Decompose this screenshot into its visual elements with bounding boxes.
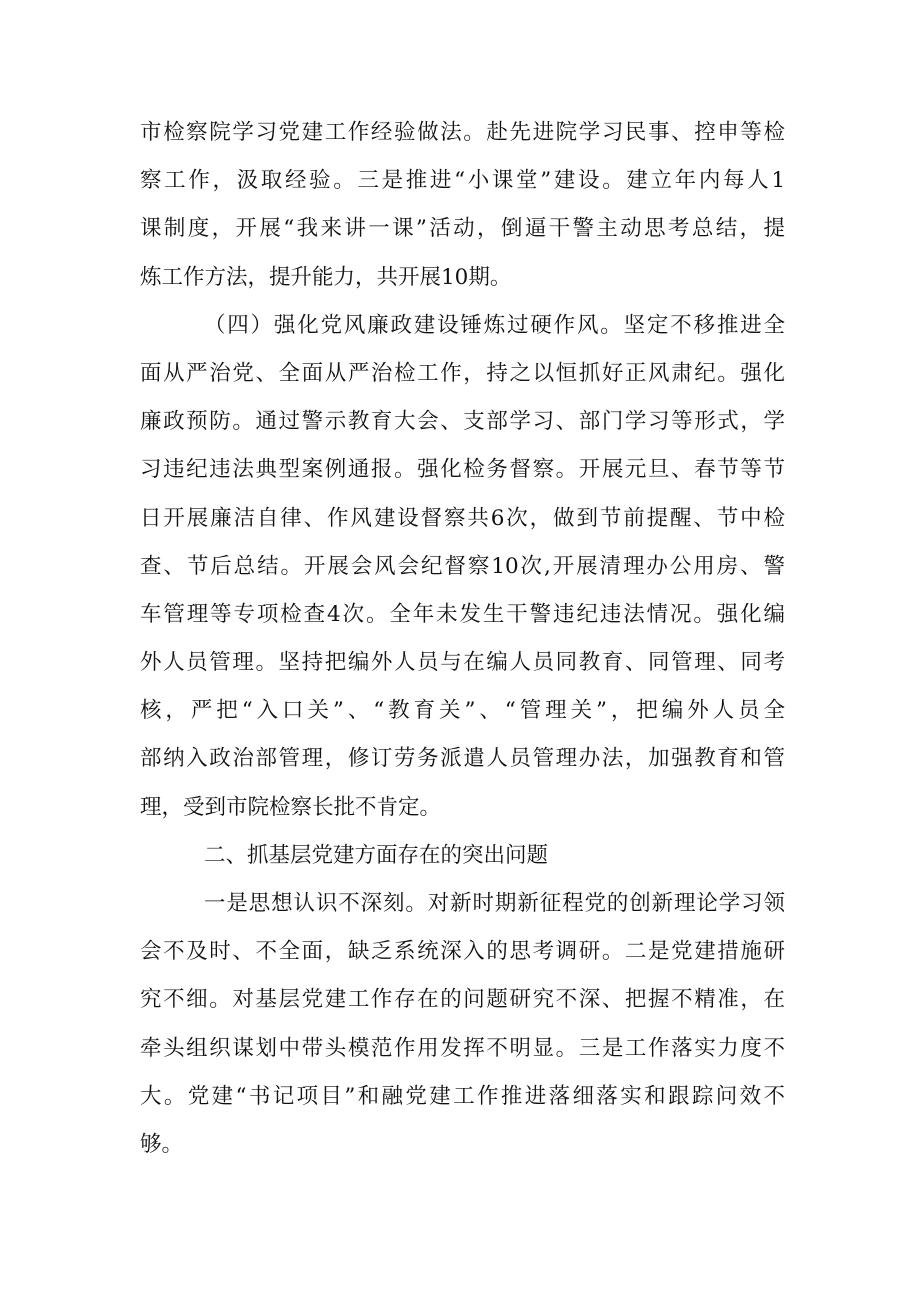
text-line: 课制度，开展“我来讲一课”活动，倒逼干警主动思考总结，提 (140, 216, 785, 242)
text-line: 市检察院学习党建工作经验做法。赴先进院学习民事、控申等检 (140, 120, 785, 145)
text-line: 车管理等专项检查4次。全年未发生干警违纪违法情况。强化编 (140, 601, 785, 627)
text-line: 大。党建“书记项目”和融党建工作推进落细落实和跟踪问效不 (140, 1083, 785, 1109)
text-line: 查、节后总结。开展会风会纪督察10次,开展清理办公用房、警 (140, 553, 785, 579)
text-line: 一是思想认识不深刻。对新时期新征程党的创新理论学习领 (204, 891, 785, 916)
text-line: 究不细。对基层党建工作存在的问题研究不深、把握不精准，在 (140, 987, 785, 1013)
section-heading-4: （四）强化党风廉政建设锤炼过硬作风。坚定不移推进全 (204, 312, 785, 338)
document-page (140, 109, 785, 1169)
text-line: 炼工作方法，提升能力，共开展10期。 (140, 264, 512, 290)
text-line: 理，受到市院检察长批不肯定。 (140, 794, 442, 820)
text-line: 牵头组织谋划中带头模范作用发挥不明显。三是工作落实力度不 (140, 1035, 785, 1061)
text-line: 廉政预防。通过警示教育大会、支部学习、部门学习等形式，学 (140, 409, 785, 435)
text-line: 会不及时、不全面，缺乏系统深入的思考调研。二是党建措施研 (140, 939, 785, 965)
text-line: 部纳入政治部管理，修订劳务派遣人员管理办法，加强教育和管 (140, 746, 785, 772)
text-line: 外人员管理。坚持把编外人员与在编人员同教育、同管理、同考 (140, 650, 785, 676)
text-line: 面从严治党、全面从严治检工作，持之以恒抓好正风肃纪。强化 (140, 360, 785, 386)
section-heading-problems: 二、抓基层党建方面存在的突出问题 (204, 842, 549, 868)
text-line: 够。 (140, 1131, 184, 1157)
text-line: 察工作，汲取经验。三是推进“小课堂”建设。建立年内每人1 (140, 168, 785, 194)
text-line: 习违纪违法典型案例通报。强化检务督察。开展元旦、春节等节 (140, 457, 785, 483)
text-line: 核，严把“入口关”、“教育关”、“管理关”，把编外人员全 (140, 698, 785, 724)
text-line: 日开展廉洁自律、作风建设督察共6次，做到节前提醒、节中检 (140, 505, 785, 531)
